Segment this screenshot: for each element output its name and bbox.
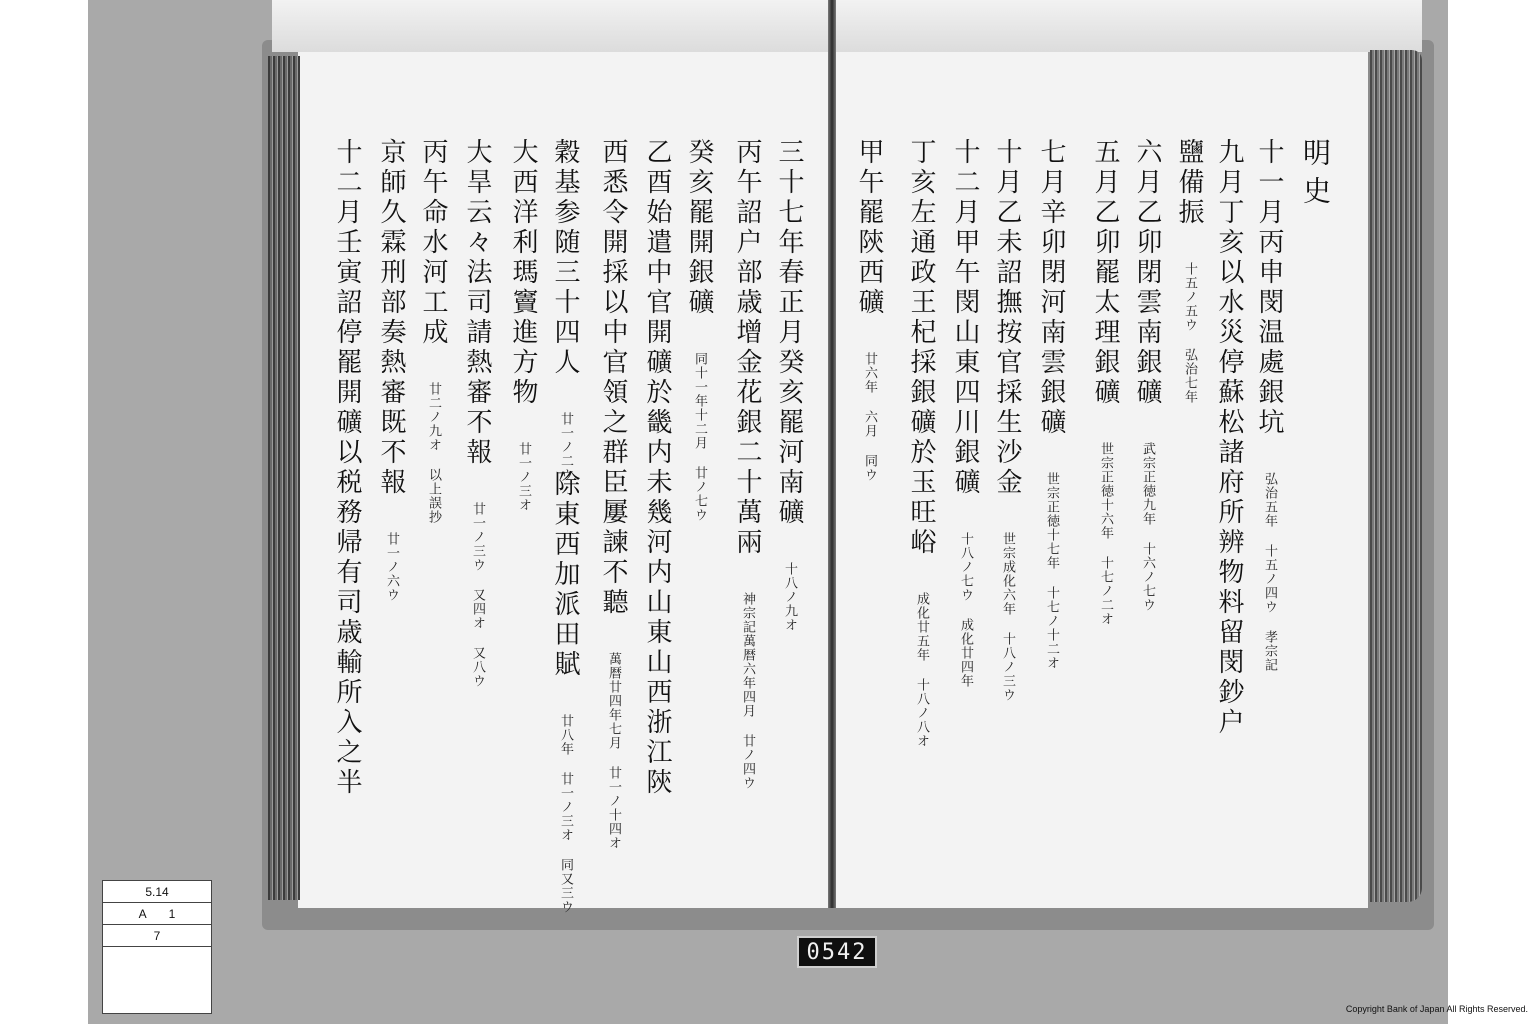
text-column: 丁亥左通政王杞採銀礦於玉旺峪 成化廿五年 十八ノ八オ: [906, 138, 936, 748]
left-page-edge: [268, 56, 300, 900]
text-column: 十一月丙申閔温處銀坑 弘治五年 十五ノ四ウ 孝宗記: [1254, 138, 1284, 672]
text-column: 鹽備振 十五ノ五ウ 弘治七年: [1174, 138, 1204, 404]
text-column: 穀基参随三十四人 廿一ノ二ウ: [550, 138, 580, 482]
book-spine: [828, 0, 836, 908]
text-column: 三十七年春正月癸亥罷河南礦 十八ノ九オ: [774, 138, 804, 632]
label-row: A 1: [103, 903, 211, 925]
right-page-title: 明史: [1299, 138, 1332, 214]
label-row: 5.14: [103, 881, 211, 903]
copyright-notice: Copyright Bank of Japan All Rights Reserved.: [1345, 1004, 1528, 1014]
page-stack-top: [272, 0, 1422, 52]
text-column: 九月丁亥以水災停蘇松諸府所辨物料留閔鈔户: [1214, 138, 1244, 738]
archive-label-card: [102, 880, 212, 1014]
text-column: 十月乙未詔撫按官採生沙金 世宗成化六年 十八ノ三ウ: [992, 138, 1022, 702]
page-number-stamp: 0542: [797, 936, 877, 968]
text-column: 五月乙卯罷太理銀礦 世宗正徳十六年 十七ノ二オ: [1090, 138, 1120, 626]
text-column: 六月乙卯閉雲南銀礦 武宗正徳九年 十六ノ七ウ: [1132, 138, 1162, 612]
text-column: 大西洋利瑪竇進方物 廿一ノ三オ: [508, 138, 538, 512]
text-column: 西悉令開採以中官領之群臣屢諫不聽 萬暦廿四年七月 廿一ノ十四オ: [598, 138, 628, 850]
label-row: 7: [103, 925, 211, 947]
text-column: 甲午罷陝西礦 廿六年 六月 同ウ: [854, 138, 884, 482]
text-column: 丙午詔户部歳增金花銀二十萬兩 神宗記萬暦六年四月 廿ノ四ウ: [732, 138, 762, 790]
text-column: 除東西加派田賦 廿八年 廿一ノ三オ 同又三ウ: [550, 470, 580, 914]
text-column: 大旱云々法司請熱審不報 廿一ノ三ウ 又四オ 又八ウ: [462, 138, 492, 688]
text-column: 乙酉始遣中官開礦於畿内未幾河内山東山西浙江陝: [642, 138, 672, 798]
text-column: 丙午命水河工成 廿二ノ九オ 以上誤抄: [418, 138, 448, 524]
text-column: 十二月甲午閔山東四川銀礦 十八ノ七ウ 成化廿四年: [950, 138, 980, 688]
text-column: 十二月壬寅詔停罷開礦以税務帰有司歳輸所入之半: [332, 138, 362, 798]
right-page-edge: [1370, 50, 1422, 902]
text-column: 癸亥罷開銀礦 同十一年十二月 廿ノ七ウ: [684, 138, 714, 522]
label-empty-area: [103, 947, 211, 1013]
text-column: 京師久霖刑部奏熱審既不報 廿一ノ六ウ: [376, 138, 406, 602]
text-column: 七月辛卯閉河南雲銀礦 世宗正徳十七年 十七ノ十二オ: [1036, 138, 1066, 670]
